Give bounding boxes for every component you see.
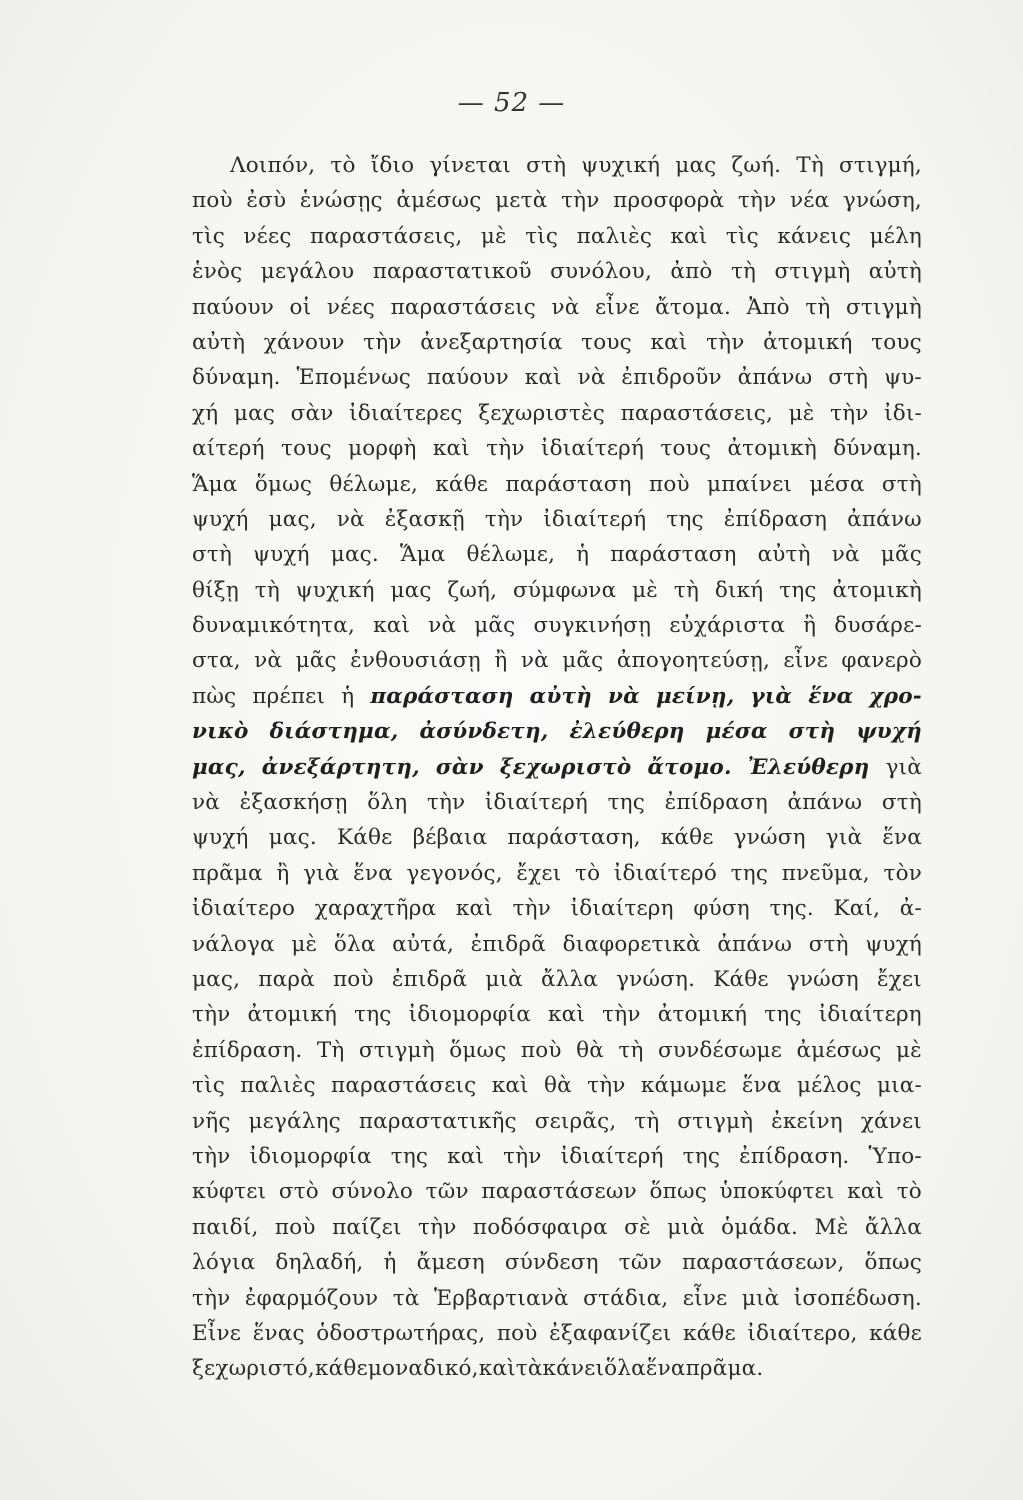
text-line: τὴν ἰδιομορφία της καὶ τὴν ἰδιαίτερή της ἐπίδραση. Ὑπο-: [192, 1143, 922, 1169]
text-line: τὶς νέες παραστάσεις, μὲ τὶς παλιὲς καὶ τὶς κάνεις μέλη: [192, 223, 922, 249]
text-line: Εἶνε ἕνας ὁδοστρωτήρας, ποὺ ἐξαφανίζει κάθε ἰδιαίτερο, κάθε: [192, 1320, 922, 1346]
text-line: χή μας σὰν ἰδιαίτερες ξεχωριστὲς παραστάσεις, μὲ τὴν ἰδι-: [192, 400, 922, 426]
text-line: νάλογα μὲ ὅλα αὐτά, ἐπιδρᾶ διαφορετικὰ ἀπάνω στὴ ψυχή: [192, 931, 922, 957]
text-line: ἐπίδραση. Τὴ στιγμὴ ὅμως ποὺ θὰ τὴ συνδέσωμε ἀμέσως μὲ: [192, 1037, 922, 1063]
text-line: νὰ ἐξασκήσῃ ὅλη τὴν ἰδιαίτερή της ἐπίδραση ἀπάνω στὴ: [192, 790, 922, 816]
text-line: δύναμη. Ἑπομένως παύουν καὶ νὰ ἐπιδροῦν ἀπάνω στὴ ψυ-: [192, 365, 922, 391]
text-line: δυναμικότητα, καὶ νὰ μᾶς συγκινήσῃ εὐχάριστα ἢ δυσάρε-: [192, 613, 922, 639]
text-line: ψυχή μας, νὰ ἐξασκῇ τὴν ἰδιαίτερή της ἐπίδραση ἀπάνω: [192, 506, 922, 532]
text-line: πρᾶμα ἢ γιὰ ἕνα γεγονός, ἔχει τὸ ἰδιαίτερό της πνεῦμα, τὸν: [192, 860, 922, 886]
text-line: μας, ἀνεξάρτητη, σὰν ξεχωριστὸ ἄτομο. Ἐλεύθερη γιὰ: [192, 754, 922, 780]
text-line: Λοιπόν, τὸ ἴδιο γίνεται στὴ ψυχική μας ζωή. Τὴ στιγμή,: [230, 153, 922, 178]
text-line: παύουν οἱ νέες παραστάσεις νὰ εἶνε ἄτομα. Ἀπὸ τὴ στιγμὴ: [192, 294, 922, 320]
text-line: ἰδιαίτερο χαραχτῆρα καὶ τὴν ἰδιαίτερη φύση της. Καί, ἀ-: [192, 896, 922, 922]
text-line: τὴν ἐφαρμόζουν τὰ Ἑρβαρτιανὰ στάδια, εἶνε μιὰ ἰσοπέδωση.: [192, 1285, 922, 1311]
text-line: ψυχή μας. Κάθε βέβαια παράσταση, κάθε γνώση γιὰ ἕνα: [192, 825, 922, 851]
text-line: μας, παρὰ ποὺ ἐπιδρᾶ μιὰ ἄλλα γνώση. Κάθε γνώση ἔχει: [192, 966, 922, 992]
text-line: νῆς μεγάλης παραστατικῆς σειρᾶς, τὴ στιγμὴ ἐκείνη χάνει: [192, 1108, 922, 1134]
text-line: στα, νὰ μᾶς ἐνθουσιάσῃ ἢ νὰ μᾶς ἀπογοητεύσῃ, εἶνε φανερὸ: [192, 648, 922, 674]
text-line: ποὺ ἐσὺ ἑνώσῃς ἀμέσως μετὰ τὴν προσφορὰ τὴν νέα γνώση,: [192, 188, 922, 214]
text-line: ἑνὸς μεγάλου παραστατικοῦ συνόλου, ἀπὸ τὴ στιγμὴ αὐτὴ: [192, 259, 922, 285]
body-text: [192, 148, 922, 1387]
page-number: — 52 —: [457, 88, 566, 118]
text-line: πὼς πρέπει ἡ παράσταση αὐτὴ νὰ μείνῃ, γιὰ ἕνα χρο-: [192, 683, 922, 709]
text-line: κύφτει στὸ σύνολο τῶν παραστάσεων ὅπως ὑποκύφτει καὶ τὸ: [192, 1179, 922, 1205]
text-line: αὐτὴ χάνουν τὴν ἀνεξαρτησία τους καὶ τὴν ἀτομική τους: [192, 329, 922, 355]
text-line: ξεχωριστό, κάθε μοναδικό, καὶ τὰ κάνει ὅλα ἕνα πρᾶμα.: [192, 1356, 764, 1382]
text-line: λόγια δηλαδή, ἡ ἄμεση σύνδεση τῶν παραστάσεων, ὅπως: [192, 1250, 922, 1276]
text-line: τὶς παλιὲς παραστάσεις καὶ θὰ τὴν κάμωμε ἕνα μέλος μια-: [192, 1073, 922, 1099]
text-line: νικὸ διάστημα, ἀσύνδετη, ἐλεύθερη μέσα στὴ ψυχή: [192, 719, 922, 745]
text-line: Ἅμα ὅμως θέλωμε, κάθε παράσταση ποὺ μπαίνει μέσα στὴ: [192, 471, 922, 497]
text-line: θίξῃ τὴ ψυχική μας ζωή, σύμφωνα μὲ τὴ δική της ἀτομικὴ: [192, 577, 922, 603]
text-line: αίτερή τους μορφὴ καὶ τὴν ἰδιαίτερή τους ἀτομικὴ δύναμη.: [192, 436, 922, 462]
text-line: στὴ ψυχή μας. Ἅμα θέλωμε, ἡ παράσταση αὐτὴ νὰ μᾶς: [192, 542, 922, 568]
text-line: παιδί, ποὺ παίζει τὴν ποδόσφαιρα σὲ μιὰ ὁμάδα. Μὲ ἄλλα: [192, 1214, 922, 1240]
text-line: τὴν ἀτομική της ἰδιομορφία καὶ τὴν ἀτομική της ἰδιαίτερη: [192, 1002, 922, 1028]
